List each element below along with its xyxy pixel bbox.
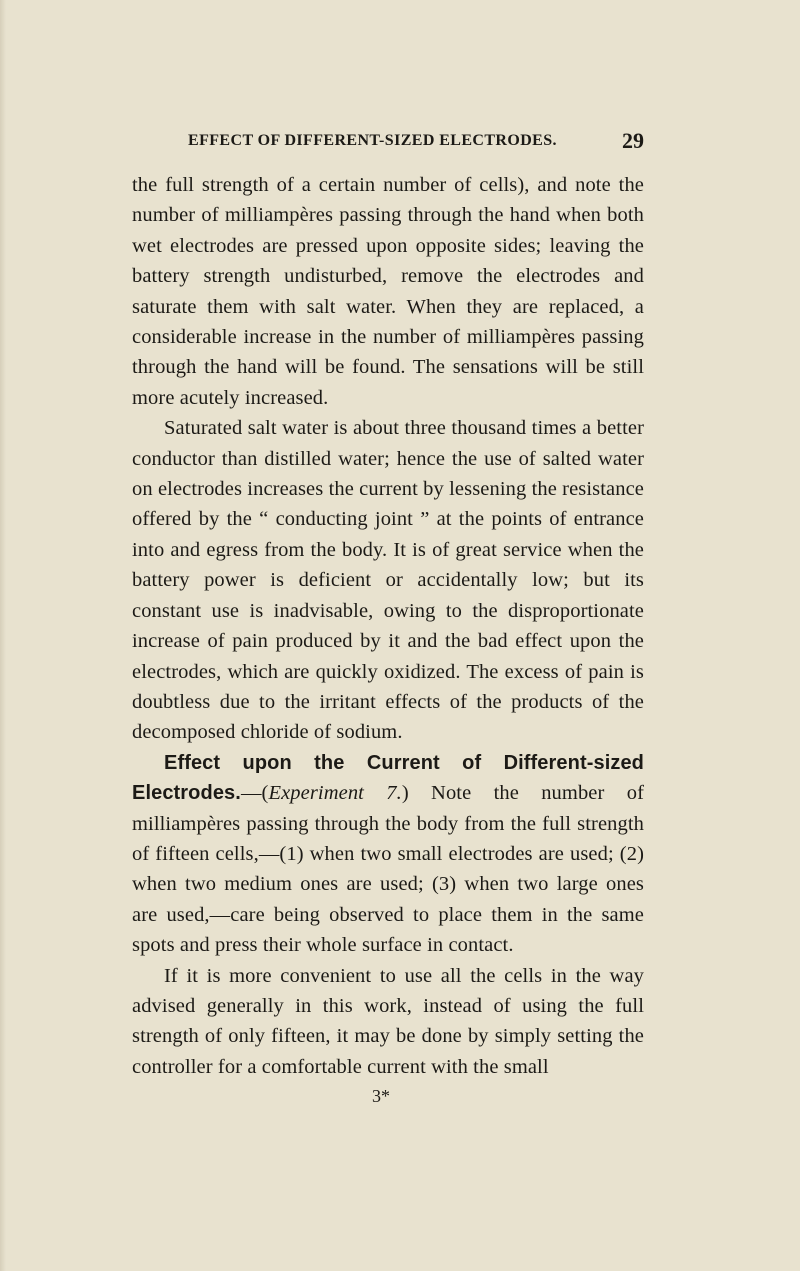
experiment-reference: Experiment 7. <box>268 782 402 805</box>
signature-mark: 3* <box>372 1086 390 1106</box>
section-heading: Effect upon the Current of Different-sized Electrodes. <box>132 751 644 805</box>
paragraph-continuation: the full strength of a certain number of cells), and note the number of milliampères passing through the hand when both wet electrodes are pressed upon opposite sides; leaving the battery strength undisturbed, remove the electrodes and saturate them with salt water. When they are replaced, a considerable increase in the number of milliampères passing through the hand will be found. The sensations will be still more acutely increased. <box>132 174 644 409</box>
running-head: EFFECT OF DIFFERENT-SIZED ELECTRODES. <box>188 132 557 149</box>
page-gutter-edge <box>0 0 6 1271</box>
dash-open: —( <box>240 782 269 805</box>
body-text <box>132 170 644 1082</box>
paragraph-controller: If it is more convenient to use all the cells in the way advised generally in this work, instead of using the full strength of only fifteen, it may be done by simply setting the controller for a comfortable current with the small <box>132 964 644 1078</box>
paragraph-salt-water: Saturated salt water is about three thousand times a better conductor than distilled water; hence the use of salted water on electrodes increases the current by lessening the resistance offered by the “ conducting joint ” at the points of entrance into and egress from the body. It is of great service when the battery power is deficient or accidentally low; but its constant use is inadvisable, owing to the disproportionate increase of pain produced by it and the bad effect upon the electrodes, which are quickly oxidized. The excess of pain is doubtless due to the irritant effects of the products of the decomposed chloride of sodium. <box>132 417 644 744</box>
page-header <box>188 128 644 158</box>
experiment-text: ) Note the number of milliampères passing through the body from the full strength of fifteen cells,—(1) when two small electrodes are used; (2) when two medium ones are used; (3) when two large ones are used,—care being observed to place them in the same spots and press their whole surface in contact. <box>132 782 644 957</box>
page-number: 29 <box>622 128 644 153</box>
paragraph-experiment-7 <box>132 748 644 961</box>
